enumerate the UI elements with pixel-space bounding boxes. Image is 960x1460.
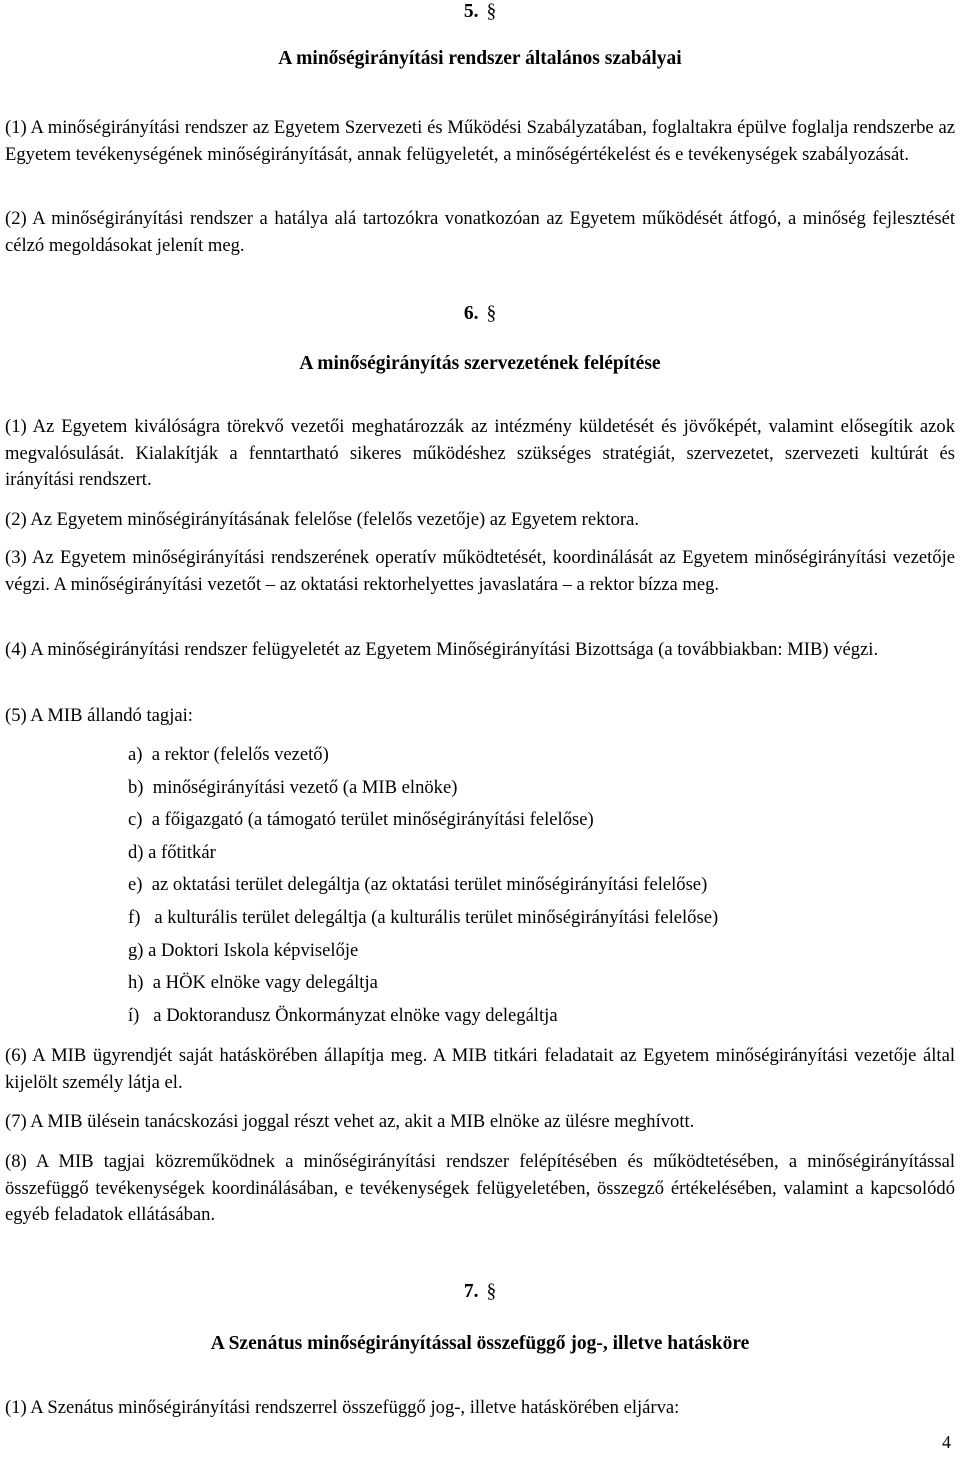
section-number: 6. <box>463 303 479 324</box>
section-6-paragraph-8: (8) A MIB tagjai közreműködnek a minőségirányítási rendszer felépítésében és működtetésében, a minőségirányítással összefüggő tevékenységek koordinálásában, e tevékenységek felügyeletében, összegző értékelésében, valamint a kapcsolódó egyéb feladatok ellátásában. <box>5 1151 955 1225</box>
section-symbol: § <box>486 1281 497 1302</box>
list-item: í) a Doktorandusz Önkormányzat elnöke vagy delegáltja <box>128 1004 558 1026</box>
section-number: 5. <box>463 1 479 22</box>
list-item: e) az oktatási terület delegáltja (az oktatási terület minőségirányítási felelőse) <box>128 874 708 896</box>
section-6-paragraph-1: (1) Az Egyetem kiválóságra törekvő vezetői meghatározzák az intézmény küldetését és jövőképét, valamint elősegítik azok megvalósulását. Kialakítják a fenntartható sikeres működéshez szükséges stratégiát, szervezetet, szervezeti kultúrát és irányítási rendszert. <box>5 416 955 490</box>
section-6-paragraph-5: (5) A MIB állandó tagjai: <box>5 705 193 726</box>
list-item: g) a Doktori Iskola képviselője <box>128 939 359 961</box>
section-6-title: A minőségirányítás szervezetének felépítése <box>299 353 661 374</box>
page-number: 4 <box>942 1432 951 1452</box>
section-6-paragraph-4: (4) A minőségirányítási rendszer felügyeletét az Egyetem Minőségirányítási Bizottsága (a továbbiakban: MIB) végzi. <box>5 639 879 660</box>
list-item: h) a HÖK elnöke vagy delegáltja <box>128 972 378 994</box>
list-item: d) a főtitkár <box>128 841 216 863</box>
section-6-number <box>5 302 955 326</box>
list-item: a) a rektor (felelős vezető) <box>128 744 329 765</box>
section-7-number <box>5 1280 955 1304</box>
section-5-number <box>5 0 955 24</box>
list-item: c) a főigazgató (a támogató terület minőségirányítási felelőse) <box>128 809 594 831</box>
mib-members-list <box>128 739 718 1032</box>
section-5-paragraph-2: (2) A minőségirányítási rendszer a hatálya alá tartozókra vonatkozóan az Egyetem működését átfogó, a minőség fejlesztését célzó megoldásokat jelenít meg. <box>5 208 955 256</box>
section-symbol: § <box>486 303 497 324</box>
section-6-paragraph-2: (2) Az Egyetem minőségirányításának felelőse (felelős vezetője) az Egyetem rektora. <box>5 509 639 530</box>
section-7-paragraph-1: (1) A Szenátus minőségirányítási rendszerrel összefüggő jog-, illetve hatáskörében eljárva: <box>5 1397 680 1418</box>
section-5-paragraph-1: (1) A minőségirányítási rendszer az Egyetem Szervezeti és Működési Szabályzatában, foglaltakra épülve foglalja rendszerbe az Egyetem tevékenységének minőségirányítását, annak felügyeletét, a minőségértékelést és e tevékenységek szabályozását. <box>5 117 955 165</box>
section-number: 7. <box>463 1281 479 1302</box>
list-item: b) minőségirányítási vezető (a MIB elnöke) <box>128 776 458 798</box>
section-symbol: § <box>486 1 497 22</box>
section-6-paragraph-3: (3) Az Egyetem minőségirányítási rendszerének operatív működtetését, koordinálását az Egyetem minőségirányítási vezetője végzi. A minőségirányítási vezetőt – az oktatási rektorhelyettes javaslatára – a rektor bízza meg. <box>5 547 955 595</box>
section-6-paragraph-7: (7) A MIB ülésein tanácskozási joggal részt vehet az, akit a MIB elnöke az ülésre meghívott. <box>5 1111 695 1132</box>
section-6-paragraph-6: (6) A MIB ügyrendjét saját hatáskörében állapítja meg. A MIB titkári feladatait az Egyetem minőségirányítási vezetője által kijelölt személy látja el. <box>5 1045 955 1093</box>
section-5-title: A minőségirányítási rendszer általános szabályai <box>278 48 682 69</box>
list-item: f) a kulturális terület delegáltja (a kulturális terület minőségirányítási felelőse) <box>128 906 719 928</box>
section-7-title: A Szenátus minőségirányítással összefüggő jog-, illetve hatásköre <box>210 1333 750 1354</box>
